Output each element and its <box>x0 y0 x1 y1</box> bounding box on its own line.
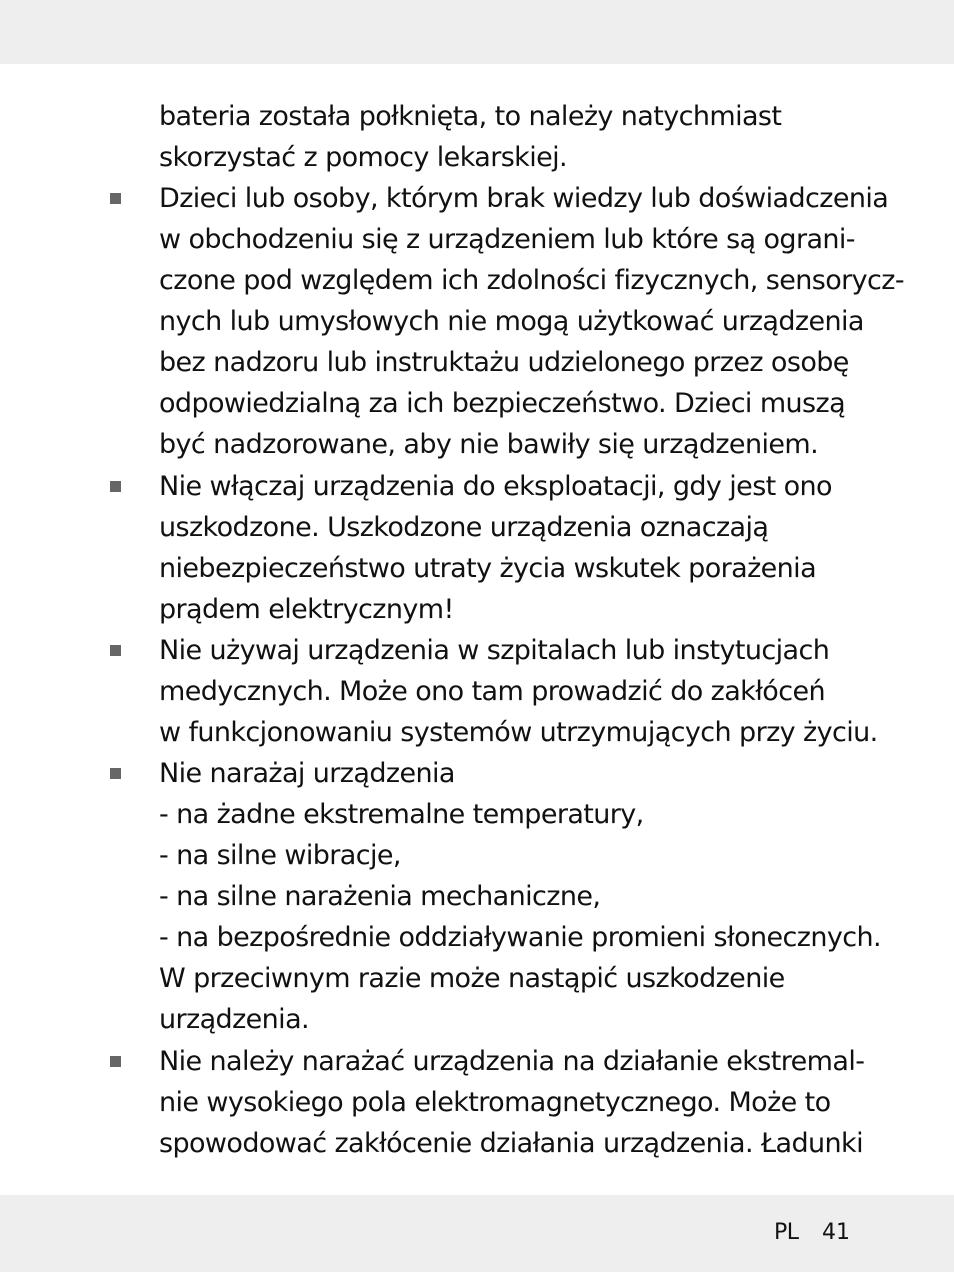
bullet-icon <box>110 1056 121 1067</box>
text-line: w obchodzeniu się z urządzeniem lub które są ograni- <box>159 224 855 255</box>
text-line: - na żadne ekstremalne temperatury, <box>159 799 644 830</box>
text-line: czone pod względem ich zdolności fizycznych, sensorycz- <box>159 265 904 296</box>
text-line: spowodować zakłócenie działania urządzenia. Ładunki <box>159 1128 863 1159</box>
text-line: Nie używaj urządzenia w szpitalach lub instytucjach <box>159 635 830 666</box>
text-line: Nie włączaj urządzenia do eksploatacji, gdy jest ono <box>159 471 832 502</box>
text-line: być nadzorowane, aby nie bawiły się urządzeniem. <box>159 429 819 460</box>
text-line: W przeciwnym razie może nastąpić uszkodzenie <box>159 963 785 994</box>
text-line: bateria została połknięta, to należy natychmiast <box>159 101 782 132</box>
text-line: nie wysokiego pola elektromagnetycznego. Może to <box>159 1087 831 1118</box>
text-line: uszkodzone. Uszkodzone urządzenia oznaczają <box>159 512 769 543</box>
text-line: nych lub umysłowych nie mogą użytkować urządzenia <box>159 306 864 337</box>
text-line: odpowiedzialną za ich bezpieczeństwo. Dzieci muszą <box>159 388 846 419</box>
text-line: - na silne narażenia mechaniczne, <box>159 881 601 912</box>
bullet-icon <box>110 481 121 492</box>
bullet-icon <box>110 768 121 779</box>
text-line: niebezpieczeństwo utraty życia wskutek porażenia <box>159 553 817 584</box>
text-line: urządzenia. <box>159 1004 309 1035</box>
text-line: - na silne wibracje, <box>159 840 401 871</box>
text-line: w funkcjonowaniu systemów utrzymujących przy życiu. <box>159 717 878 748</box>
page-number: 41 <box>822 1220 850 1245</box>
footer-language: PL <box>774 1220 799 1245</box>
text-line: - na bezpośrednie oddziaływanie promieni słonecznych. <box>159 922 881 953</box>
page-footer-band <box>0 1195 954 1272</box>
text-line: bez nadzoru lub instruktażu udzielonego przez osobę <box>159 347 849 378</box>
text-line: prądem elektrycznym! <box>159 594 454 625</box>
bullet-icon <box>110 193 121 204</box>
text-line: Nie należy narażać urządzenia na działanie ekstremal- <box>159 1046 865 1077</box>
text-line: medycznych. Może ono tam prowadzić do zakłóceń <box>159 676 825 707</box>
bullet-icon <box>110 645 121 656</box>
text-line: Dzieci lub osoby, którym brak wiedzy lub doświadczenia <box>159 183 889 214</box>
text-line: Nie narażaj urządzenia <box>159 758 455 789</box>
page-header-band <box>0 0 954 64</box>
text-line: skorzystać z pomocy lekarskiej. <box>159 142 567 173</box>
